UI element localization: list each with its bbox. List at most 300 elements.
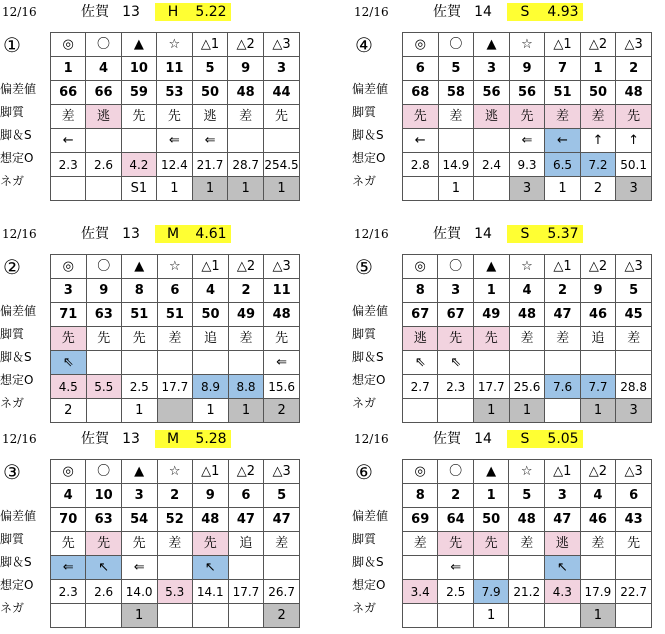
- race-header: [0, 222, 300, 244]
- table-cell: 差: [157, 532, 192, 556]
- expected-odds-row: [51, 580, 300, 604]
- table-cell: 先: [86, 532, 121, 556]
- table-cell: 14.0: [121, 580, 157, 604]
- table-cell: 10: [86, 484, 121, 508]
- row-label: 脚＆S: [0, 350, 32, 364]
- race-grade-badge: H: [155, 3, 191, 21]
- panel-index-label: ⑥: [355, 460, 373, 484]
- table-cell: [473, 351, 509, 375]
- table-cell: 2.3: [51, 153, 86, 177]
- table-cell: 先: [157, 105, 193, 129]
- table-cell: 2: [157, 484, 192, 508]
- table-cell: 25.6: [509, 375, 545, 399]
- table-cell: [616, 351, 652, 375]
- race-date: 12/16: [2, 5, 37, 19]
- table-cell: [264, 129, 300, 153]
- row-label: ネガ: [0, 396, 25, 410]
- table-cell: [192, 604, 228, 628]
- table-cell: 71: [51, 303, 87, 327]
- expected-odds-row: [51, 375, 300, 399]
- table-cell: ⇐: [51, 556, 86, 580]
- mark-row: [51, 460, 300, 484]
- table-cell: 差: [438, 105, 474, 129]
- table-cell: 1: [438, 177, 474, 201]
- table-cell: 70: [51, 508, 86, 532]
- table-cell: ▲: [474, 33, 510, 57]
- panel-index-label: ②: [3, 255, 21, 279]
- race-date: 12/16: [354, 5, 389, 19]
- table-cell: 69: [403, 508, 438, 532]
- table-cell: 先: [264, 327, 300, 351]
- venue-name: 佐賀: [433, 4, 461, 20]
- table-cell: 差: [509, 532, 545, 556]
- table-cell: 7: [545, 57, 581, 81]
- race-number: 14: [474, 226, 492, 242]
- table-cell: △1: [192, 460, 228, 484]
- table-cell: 3: [545, 484, 580, 508]
- race-panel: [352, 0, 652, 196]
- row-label: 偏差値: [352, 304, 389, 318]
- table-cell: [228, 129, 264, 153]
- deviation-row: [403, 508, 652, 532]
- row-labels: [0, 300, 50, 415]
- table-cell: 5: [264, 484, 300, 508]
- table-cell: 53: [157, 81, 193, 105]
- table-cell: 7.2: [580, 153, 616, 177]
- table-cell: 1: [157, 177, 193, 201]
- table-cell: ◎: [51, 33, 86, 57]
- table-cell: △2: [580, 460, 616, 484]
- prediction-table: [50, 459, 300, 628]
- table-cell: 逃: [86, 105, 121, 129]
- table-cell: 2.3: [438, 375, 473, 399]
- table-cell: △1: [193, 255, 229, 279]
- table-cell: 50.1: [616, 153, 652, 177]
- table-cell: 14.9: [438, 153, 474, 177]
- table-cell: △1: [545, 33, 581, 57]
- table-cell: 7.9: [473, 580, 508, 604]
- table-cell: 先: [51, 327, 87, 351]
- running-style-row: [403, 105, 652, 129]
- table-cell: S1: [121, 177, 156, 201]
- table-cell: ←: [403, 129, 439, 153]
- table-cell: ☆: [157, 255, 193, 279]
- table-cell: △3: [264, 460, 300, 484]
- table-cell: 8: [122, 279, 158, 303]
- table-cell: △2: [580, 255, 615, 279]
- table-cell: 43: [616, 508, 652, 532]
- table-cell: ↑: [616, 129, 652, 153]
- table-cell: 6: [157, 279, 193, 303]
- table-cell: 1: [509, 399, 545, 423]
- table-cell: △2: [228, 33, 264, 57]
- table-cell: 63: [86, 508, 121, 532]
- table-cell: 6: [228, 484, 264, 508]
- table-cell: ⇐: [157, 129, 193, 153]
- table-cell: 1: [121, 604, 157, 628]
- table-cell: [438, 399, 473, 423]
- table-cell: 3: [474, 57, 510, 81]
- table-cell: 50: [192, 81, 228, 105]
- expected-odds-row: [403, 153, 652, 177]
- table-cell: △1: [545, 255, 580, 279]
- table-cell: 1: [228, 399, 264, 423]
- table-cell: 63: [86, 303, 122, 327]
- table-cell: 52: [157, 508, 192, 532]
- table-cell: [228, 351, 264, 375]
- table-cell: ◎: [51, 255, 87, 279]
- mark-row: [51, 255, 300, 279]
- table-cell: ⇖: [438, 351, 473, 375]
- table-cell: 49: [228, 303, 264, 327]
- table-cell: 1: [473, 484, 508, 508]
- table-cell: 2.4: [474, 153, 510, 177]
- venue-name: 佐賀: [81, 226, 109, 242]
- table-cell: 2.6: [86, 580, 121, 604]
- table-cell: 6: [403, 57, 439, 81]
- table-cell: 51: [157, 303, 193, 327]
- table-cell: [228, 604, 264, 628]
- table-cell: 2.8: [403, 153, 439, 177]
- table-cell: 2.7: [403, 375, 438, 399]
- table-cell: 50: [473, 508, 508, 532]
- table-cell: [86, 351, 122, 375]
- row-label: 偏差値: [0, 82, 37, 96]
- table-cell: 2: [580, 177, 616, 201]
- table-cell: ↖: [86, 556, 121, 580]
- table-cell: ◎: [403, 255, 438, 279]
- race-number: 14: [474, 431, 492, 447]
- table-cell: [616, 556, 652, 580]
- horse-number-row: [403, 279, 652, 303]
- race-header: [352, 427, 652, 449]
- table-cell: 48: [616, 81, 652, 105]
- table-cell: 2: [616, 57, 652, 81]
- table-cell: 1: [473, 279, 509, 303]
- table-cell: 17.7: [473, 375, 509, 399]
- race-number: 14: [474, 4, 492, 20]
- table-cell: 先: [122, 327, 158, 351]
- table-cell: 6.5: [545, 153, 581, 177]
- table-cell: 26.7: [264, 580, 300, 604]
- horse-number-row: [51, 279, 300, 303]
- table-cell: [86, 604, 121, 628]
- row-label: ネガ: [352, 396, 377, 410]
- row-label: ネガ: [0, 174, 25, 188]
- table-cell: 先: [403, 105, 439, 129]
- table-cell: 9: [509, 57, 545, 81]
- table-cell: 〇: [438, 33, 474, 57]
- negative-row: [51, 177, 300, 201]
- table-cell: 先: [51, 532, 86, 556]
- row-label: 脚質: [352, 327, 377, 341]
- table-cell: 5: [192, 57, 228, 81]
- table-cell: 54: [121, 508, 157, 532]
- table-cell: 差: [616, 327, 652, 351]
- table-cell: 先: [121, 105, 156, 129]
- table-cell: 3: [51, 279, 87, 303]
- table-cell: 9: [228, 57, 264, 81]
- table-cell: 先: [616, 105, 652, 129]
- panel-index-label: ③: [3, 460, 21, 484]
- table-cell: 3.4: [403, 580, 438, 604]
- table-cell: 差: [51, 105, 86, 129]
- table-cell: △3: [616, 460, 652, 484]
- table-cell: 48: [192, 508, 228, 532]
- table-cell: [157, 399, 193, 423]
- table-cell: [403, 399, 438, 423]
- race-score-badge: 5.05: [543, 430, 583, 448]
- table-cell: 47: [545, 303, 580, 327]
- table-cell: 4: [509, 279, 545, 303]
- table-cell: 先: [86, 327, 122, 351]
- table-cell: [403, 604, 438, 628]
- table-cell: ▲: [473, 460, 508, 484]
- table-cell: 差: [545, 327, 580, 351]
- table-cell: △3: [616, 255, 652, 279]
- table-cell: [228, 556, 264, 580]
- race-panel: [0, 0, 300, 196]
- table-cell: 1: [192, 177, 228, 201]
- race-score-badge: 4.61: [191, 225, 231, 243]
- table-cell: 3: [616, 399, 652, 423]
- table-cell: ⇐: [509, 129, 545, 153]
- table-cell: [545, 351, 580, 375]
- deviation-row: [403, 81, 652, 105]
- table-cell: 67: [438, 303, 473, 327]
- table-cell: 2: [228, 279, 264, 303]
- leg-speed-row: [403, 129, 652, 153]
- row-label: 想定O: [352, 578, 386, 592]
- table-cell: 1: [228, 177, 264, 201]
- table-cell: ←: [51, 129, 86, 153]
- prediction-table: [50, 32, 300, 201]
- deviation-row: [403, 303, 652, 327]
- deviation-row: [51, 508, 300, 532]
- table-cell: 22.7: [616, 580, 652, 604]
- table-cell: 17.7: [157, 375, 193, 399]
- table-cell: 差: [264, 532, 300, 556]
- row-label: 脚＆S: [352, 128, 384, 142]
- race-grade-badge: S: [507, 3, 543, 21]
- row-label: 脚質: [0, 532, 25, 546]
- table-cell: 差: [545, 105, 581, 129]
- table-cell: 254.5: [264, 153, 300, 177]
- table-cell: 〇: [86, 255, 122, 279]
- row-label: 想定O: [352, 151, 386, 165]
- table-cell: 2.5: [438, 580, 473, 604]
- table-cell: 48: [264, 303, 300, 327]
- table-cell: 59: [121, 81, 156, 105]
- table-cell: 差: [580, 105, 616, 129]
- leg-speed-row: [403, 556, 652, 580]
- table-cell: ☆: [157, 33, 193, 57]
- table-cell: 3: [121, 484, 157, 508]
- table-cell: 差: [509, 327, 545, 351]
- table-cell: 先: [473, 327, 509, 351]
- table-cell: [509, 351, 545, 375]
- table-cell: 2.6: [86, 153, 121, 177]
- table-cell: 17.7: [228, 580, 264, 604]
- row-labels: [352, 505, 402, 620]
- table-cell: ☆: [157, 460, 192, 484]
- table-cell: ▲: [473, 255, 509, 279]
- table-cell: 50: [193, 303, 229, 327]
- leg-speed-row: [51, 556, 300, 580]
- panel-index-label: ⑤: [355, 255, 373, 279]
- race-number: 13: [122, 431, 140, 447]
- table-cell: 17.9: [580, 580, 616, 604]
- negative-row: [403, 177, 652, 201]
- table-cell: 64: [438, 508, 473, 532]
- table-cell: [157, 556, 192, 580]
- table-cell: 8: [403, 484, 438, 508]
- table-cell: 9: [192, 484, 228, 508]
- table-cell: ↑: [580, 129, 616, 153]
- mark-row: [403, 460, 652, 484]
- table-cell: 58: [438, 81, 474, 105]
- table-cell: 3: [616, 177, 652, 201]
- table-cell: ☆: [509, 33, 545, 57]
- venue-name: 佐賀: [81, 431, 109, 447]
- race-grade-badge: M: [155, 430, 191, 448]
- race-score-badge: 5.28: [191, 430, 231, 448]
- table-cell: [86, 399, 122, 423]
- table-cell: 先: [264, 105, 300, 129]
- leg-speed-row: [403, 351, 652, 375]
- row-labels: [352, 300, 402, 415]
- table-cell: 67: [403, 303, 438, 327]
- table-cell: 49: [473, 303, 509, 327]
- table-cell: 1: [193, 399, 229, 423]
- table-cell: 48: [509, 508, 545, 532]
- table-cell: 44: [264, 81, 300, 105]
- prediction-table: [402, 254, 652, 423]
- table-cell: 50: [580, 81, 616, 105]
- table-cell: 逃: [545, 532, 580, 556]
- table-cell: 9.3: [509, 153, 545, 177]
- running-style-row: [403, 327, 652, 351]
- table-cell: [51, 604, 86, 628]
- row-label: 脚質: [352, 105, 377, 119]
- table-cell: [403, 556, 438, 580]
- table-cell: 4.2: [121, 153, 156, 177]
- table-cell: [473, 556, 508, 580]
- row-label: 偏差値: [0, 304, 37, 318]
- race-score-badge: 5.22: [191, 3, 231, 21]
- expected-odds-row: [403, 375, 652, 399]
- table-cell: 14.1: [192, 580, 228, 604]
- table-cell: [403, 177, 439, 201]
- row-labels: [0, 505, 50, 620]
- table-cell: ☆: [509, 255, 545, 279]
- table-cell: 追: [580, 327, 615, 351]
- row-label: 偏差値: [0, 509, 37, 523]
- table-cell: ⇖: [51, 351, 87, 375]
- race-number: 13: [122, 226, 140, 242]
- row-label: 脚質: [0, 105, 25, 119]
- table-cell: 4: [86, 57, 121, 81]
- table-cell: 2.3: [51, 580, 86, 604]
- row-label: 想定O: [0, 373, 34, 387]
- table-cell: 12.4: [157, 153, 193, 177]
- table-cell: 5: [509, 484, 545, 508]
- venue-name: 佐賀: [433, 431, 461, 447]
- table-cell: [509, 604, 545, 628]
- row-label: ネガ: [352, 174, 377, 188]
- race-date: 12/16: [2, 432, 37, 446]
- leg-speed-row: [51, 351, 300, 375]
- negative-row: [403, 604, 652, 628]
- table-cell: 1: [580, 399, 615, 423]
- leg-speed-row: [51, 129, 300, 153]
- table-cell: 1: [122, 399, 158, 423]
- table-cell: ◎: [403, 460, 438, 484]
- negative-row: [403, 399, 652, 423]
- table-cell: [51, 177, 86, 201]
- mark-row: [403, 255, 652, 279]
- row-label: 脚質: [0, 327, 25, 341]
- row-label: ネガ: [0, 601, 25, 615]
- race-grade-badge: S: [507, 225, 543, 243]
- table-cell: 4: [51, 484, 86, 508]
- race-number: 13: [122, 4, 140, 20]
- table-cell: 46: [580, 303, 615, 327]
- table-cell: 先: [509, 105, 545, 129]
- table-cell: ↖: [192, 556, 228, 580]
- horse-number-row: [403, 57, 652, 81]
- table-cell: 7.6: [545, 375, 580, 399]
- mark-row: [403, 33, 652, 57]
- race-header: [352, 0, 652, 22]
- table-cell: ⇐: [438, 556, 473, 580]
- row-label: 偏差値: [352, 82, 389, 96]
- table-cell: 47: [264, 508, 300, 532]
- table-cell: ⇐: [121, 556, 157, 580]
- race-panel: [0, 427, 300, 623]
- table-cell: 1: [580, 57, 616, 81]
- table-cell: 45: [616, 303, 652, 327]
- table-cell: 逃: [192, 105, 228, 129]
- table-cell: 47: [545, 508, 580, 532]
- race-date: 12/16: [354, 432, 389, 446]
- running-style-row: [403, 532, 652, 556]
- table-cell: ←: [545, 129, 581, 153]
- table-cell: 51: [122, 303, 158, 327]
- table-cell: 追: [193, 327, 229, 351]
- race-header: [0, 427, 300, 449]
- race-grade-badge: M: [155, 225, 191, 243]
- table-cell: [264, 556, 300, 580]
- table-cell: 2: [264, 604, 300, 628]
- table-cell: 28.8: [616, 375, 652, 399]
- table-cell: ↖: [545, 556, 580, 580]
- row-label: ネガ: [352, 601, 377, 615]
- panel-index-label: ①: [3, 33, 21, 57]
- row-label: 想定O: [352, 373, 386, 387]
- table-cell: 先: [121, 532, 157, 556]
- table-cell: 先: [192, 532, 228, 556]
- table-cell: 1: [51, 57, 86, 81]
- negative-row: [51, 399, 300, 423]
- table-cell: 56: [474, 81, 510, 105]
- horse-number-row: [51, 57, 300, 81]
- table-cell: △1: [192, 33, 228, 57]
- table-cell: ☆: [509, 460, 545, 484]
- expected-odds-row: [51, 153, 300, 177]
- table-cell: △2: [228, 460, 264, 484]
- table-cell: 3: [509, 177, 545, 201]
